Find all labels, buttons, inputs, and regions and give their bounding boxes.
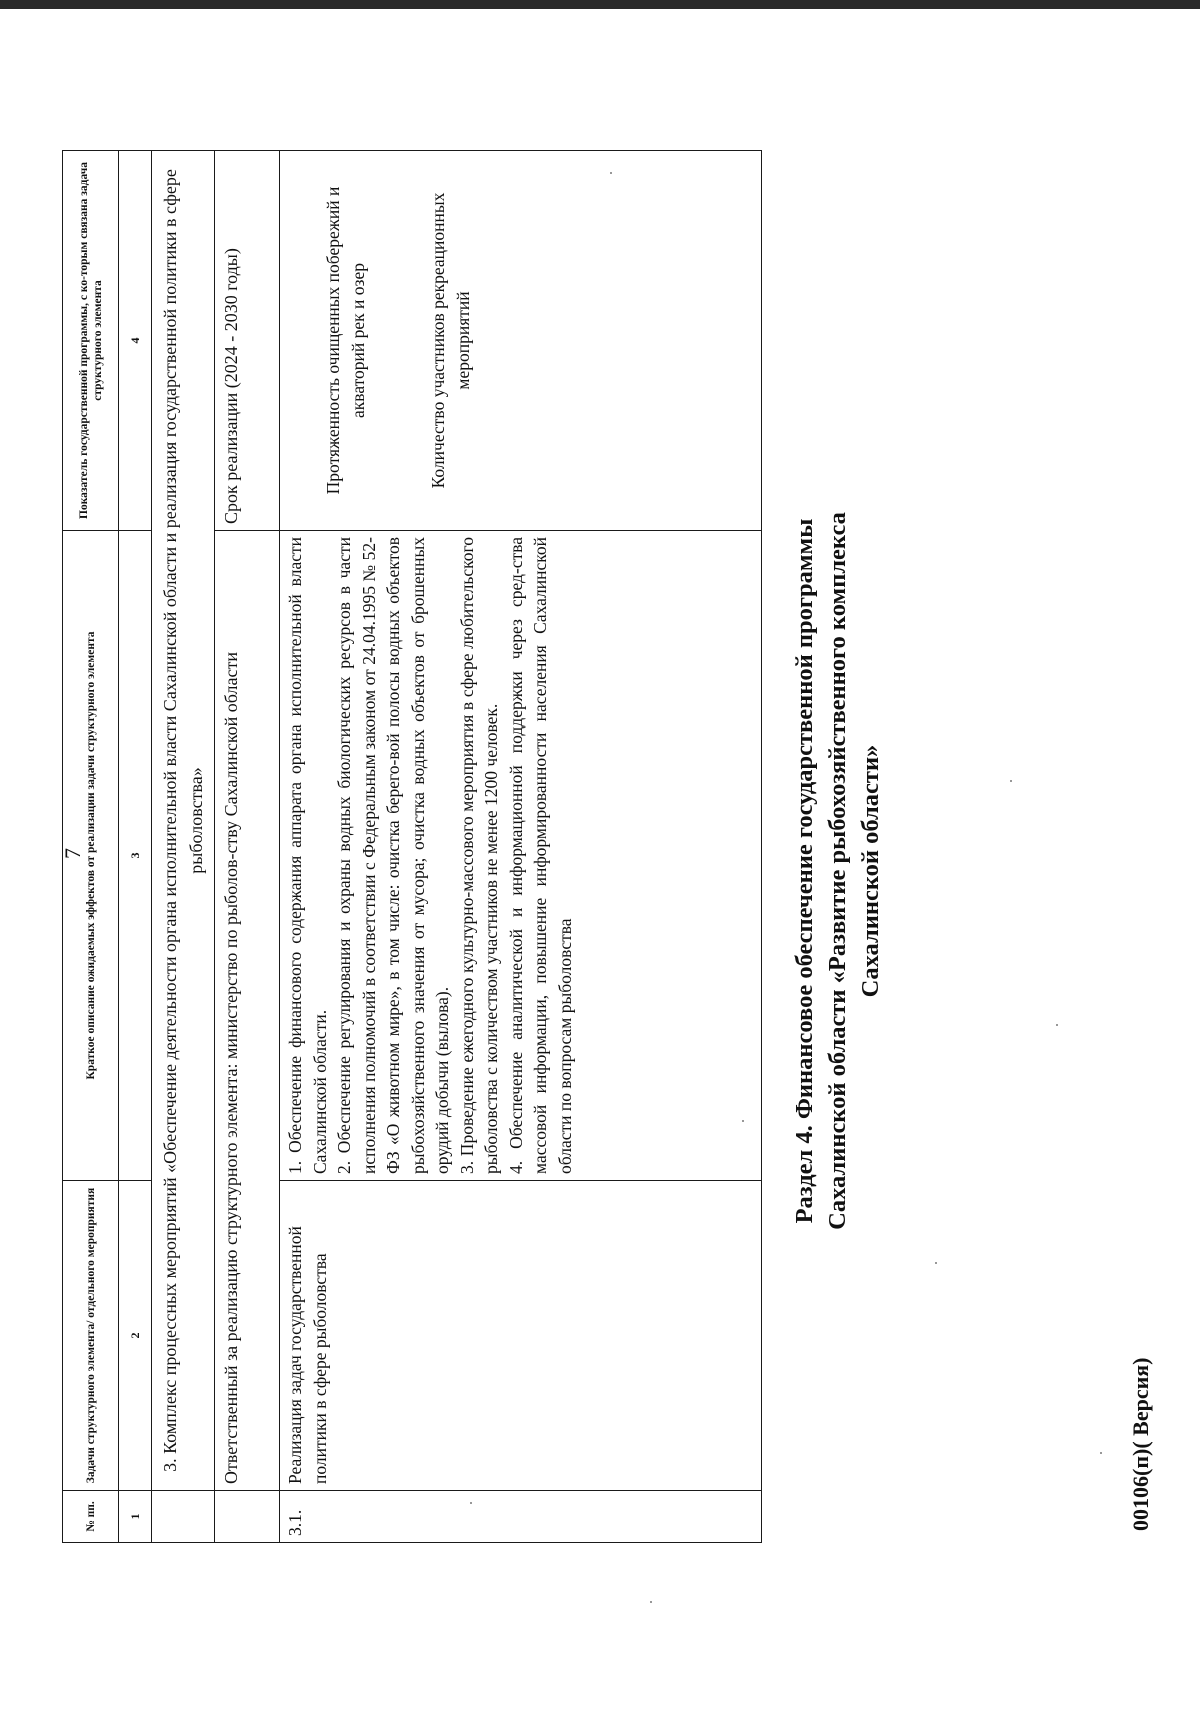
col-number: 3 — [119, 531, 152, 1181]
page-number: 7 — [60, 848, 85, 859]
row-task: Реализация задач государственной политики в сфере рыболовства — [280, 1181, 762, 1491]
goals-table — [62, 150, 762, 1543]
row-effects — [280, 531, 762, 1181]
column-numbers-row — [119, 151, 152, 1543]
scan-speck — [470, 1502, 472, 1504]
scan-speck — [742, 1120, 744, 1122]
scan-speck — [610, 172, 612, 174]
scan-speck — [935, 1262, 937, 1264]
period-text: Срок реализации (2024 - 2030 годы) — [215, 151, 280, 531]
table-header-row — [63, 151, 119, 1543]
header-effects: Краткое описание ожидаемых эффектов от реализации задачи структурного элемента — [63, 531, 119, 1181]
effect-item: 3. Проведение ежегодного культурно-массового мероприятия в сфере любительского рыболовства с количеством участников не менее 1200 человек. — [456, 537, 502, 1174]
document-stamp: 00106(п)( Версия) — [1128, 1357, 1153, 1531]
effect-item: 4. Обеспечение аналитической и информационной поддержки через сред-ства массовой информации, повышение информированности населения Сахалинской области по вопросам рыболовства — [505, 537, 575, 1174]
header-indicator: Показатель государственной программы, с ко-торым связана задача структурного элемента — [63, 151, 119, 531]
scan-speck — [650, 1601, 652, 1603]
header-num: № пп. — [63, 1491, 119, 1543]
table-row — [280, 151, 762, 1543]
effect-item: 2. Обеспечение регулирования и охраны водных биологических ресурсов в части исполнения полномочий в соответствии с Федеральным законом от 24.04.1995 № 52-ФЗ «О животном мире», в том числе: очистка берего-вой полосы водных объектов рыбохозяйственного значения от мусора; очистка водных объектов от брошенных орудий добычи (вылова). — [334, 537, 453, 1174]
col-number: 1 — [119, 1491, 152, 1543]
scan-speck — [1056, 1024, 1058, 1026]
complex-row — [152, 151, 215, 1543]
indicator-item: Протяженность очищенных побережий и акваторий рек и озер — [323, 186, 368, 495]
scan-speck — [1010, 780, 1012, 782]
indicator-item: Количество участников рекреационных мероприятий — [428, 192, 473, 489]
col-number: 2 — [119, 1181, 152, 1491]
section-title: Раздел 4. Финансовое обеспечение государственной программы Сахалинской области «Развитие рыбохозяйственного комплекса Сахалинской области» — [791, 512, 884, 1230]
scan-speck — [1100, 1452, 1102, 1454]
row-num: 3.1. — [280, 1491, 762, 1543]
col-number: 4 — [119, 151, 152, 531]
complex-title: 3. Комплекс процессных мероприятий «Обеспечение деятельности органа исполнительной власти Сахалинской области и реализация государственной политики в сфере рыболовства» — [152, 151, 215, 1491]
responsible-text: Ответственный за реализацию структурного элемента: министерство по рыболов-ству Сахалинской области — [215, 531, 280, 1491]
header-tasks: Задачи структурного элемента/ отдельного мероприятия — [63, 1181, 119, 1491]
responsible-row — [215, 151, 280, 1543]
effect-item: 1. Обеспечение финансового содержания аппарата органа исполнительной власти Сахалинской области. — [285, 537, 330, 1174]
row-indicators — [280, 151, 762, 531]
